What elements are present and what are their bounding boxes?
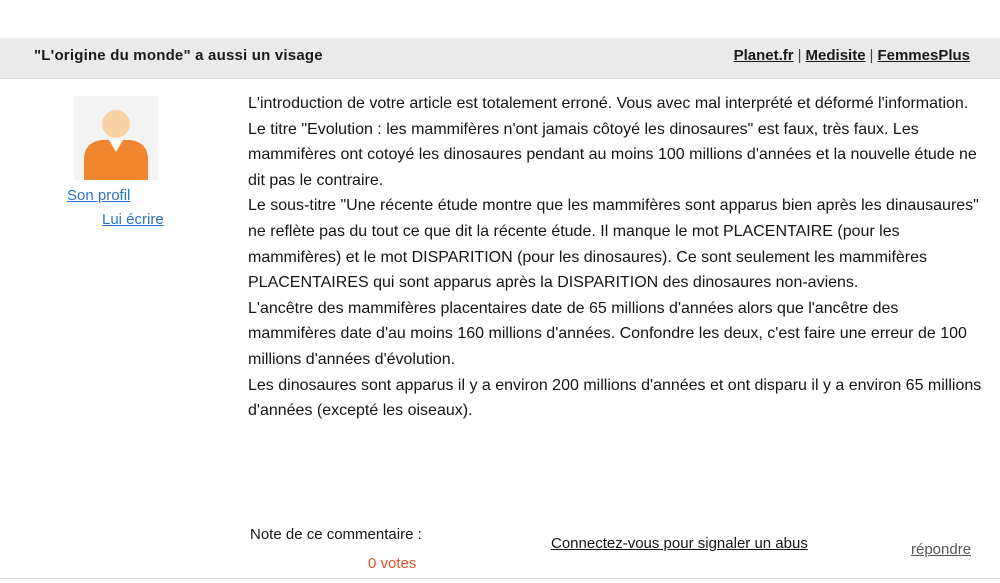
write-message-link[interactable]: Lui écrire <box>102 211 164 228</box>
reply-link[interactable]: répondre <box>911 541 972 558</box>
partner-links <box>734 47 970 64</box>
link-separator: | <box>797 47 802 64</box>
divider <box>0 578 1000 579</box>
link-planet[interactable]: Planet.fr <box>733 47 794 64</box>
article-header-bar <box>0 38 1000 79</box>
user-avatar-icon <box>74 96 158 180</box>
user-avatar-icon-graphic <box>74 96 158 180</box>
comment-paragraph: Le sous-titre "Une récente étude montre que les mammifères sont apparus bien après les dinausaures" ne reflète pas du tout ce que dit la récente étude. Il manque le mot PLACENTAIRE (pour les mammifères) et le mot DISPARITION (pour les dinosaures). Ce sont seulement les mammifères PLACENTAIRES qui sont apparus après la DISPARITION des dinosaures non-aviens. <box>248 197 979 292</box>
comment-paragraph: Les dinosaures sont apparus il y a environ 200 millions d'années et ont disparu il y a environ 65 millions d'années (excepté les oiseaux). <box>248 376 982 420</box>
link-separator: | <box>869 47 874 64</box>
profile-link[interactable]: Son profil <box>67 187 131 204</box>
comment-paragraph: Le titre "Evolution : les mammifères n'ont jamais côtoyé les dinosaures" est faux, très faux. Les mammifères ont cotoyé les dinosaures pendant au moins 100 millions d'années et la nouvelle étude ne dit pas le contraire. <box>248 120 977 189</box>
comment-text <box>248 91 990 424</box>
article-title: "L'origine du monde" a aussi un visage <box>34 47 323 64</box>
comment-paragraph: L'ancêtre des mammifères placentaires date de 65 millions d'années alors que l'ancêtre des mammifères date d'au moins 160 millions d'années. Confondre les deux, c'est faire une erreur de 100 millions d'années d'évolution. <box>248 299 967 368</box>
comment-paragraph: L'introduction de votre article est totalement erroné. Vous avec mal interprété et déformé l'information. <box>248 95 969 112</box>
vote-count: 0 votes <box>368 555 417 572</box>
link-femmesplus[interactable]: FemmesPlus <box>877 47 970 64</box>
report-abuse-link[interactable]: Connectez-vous pour signaler un abus <box>551 535 808 552</box>
link-medisite[interactable]: Medisite <box>805 47 866 64</box>
rating-label: Note de ce commentaire : <box>250 526 422 543</box>
